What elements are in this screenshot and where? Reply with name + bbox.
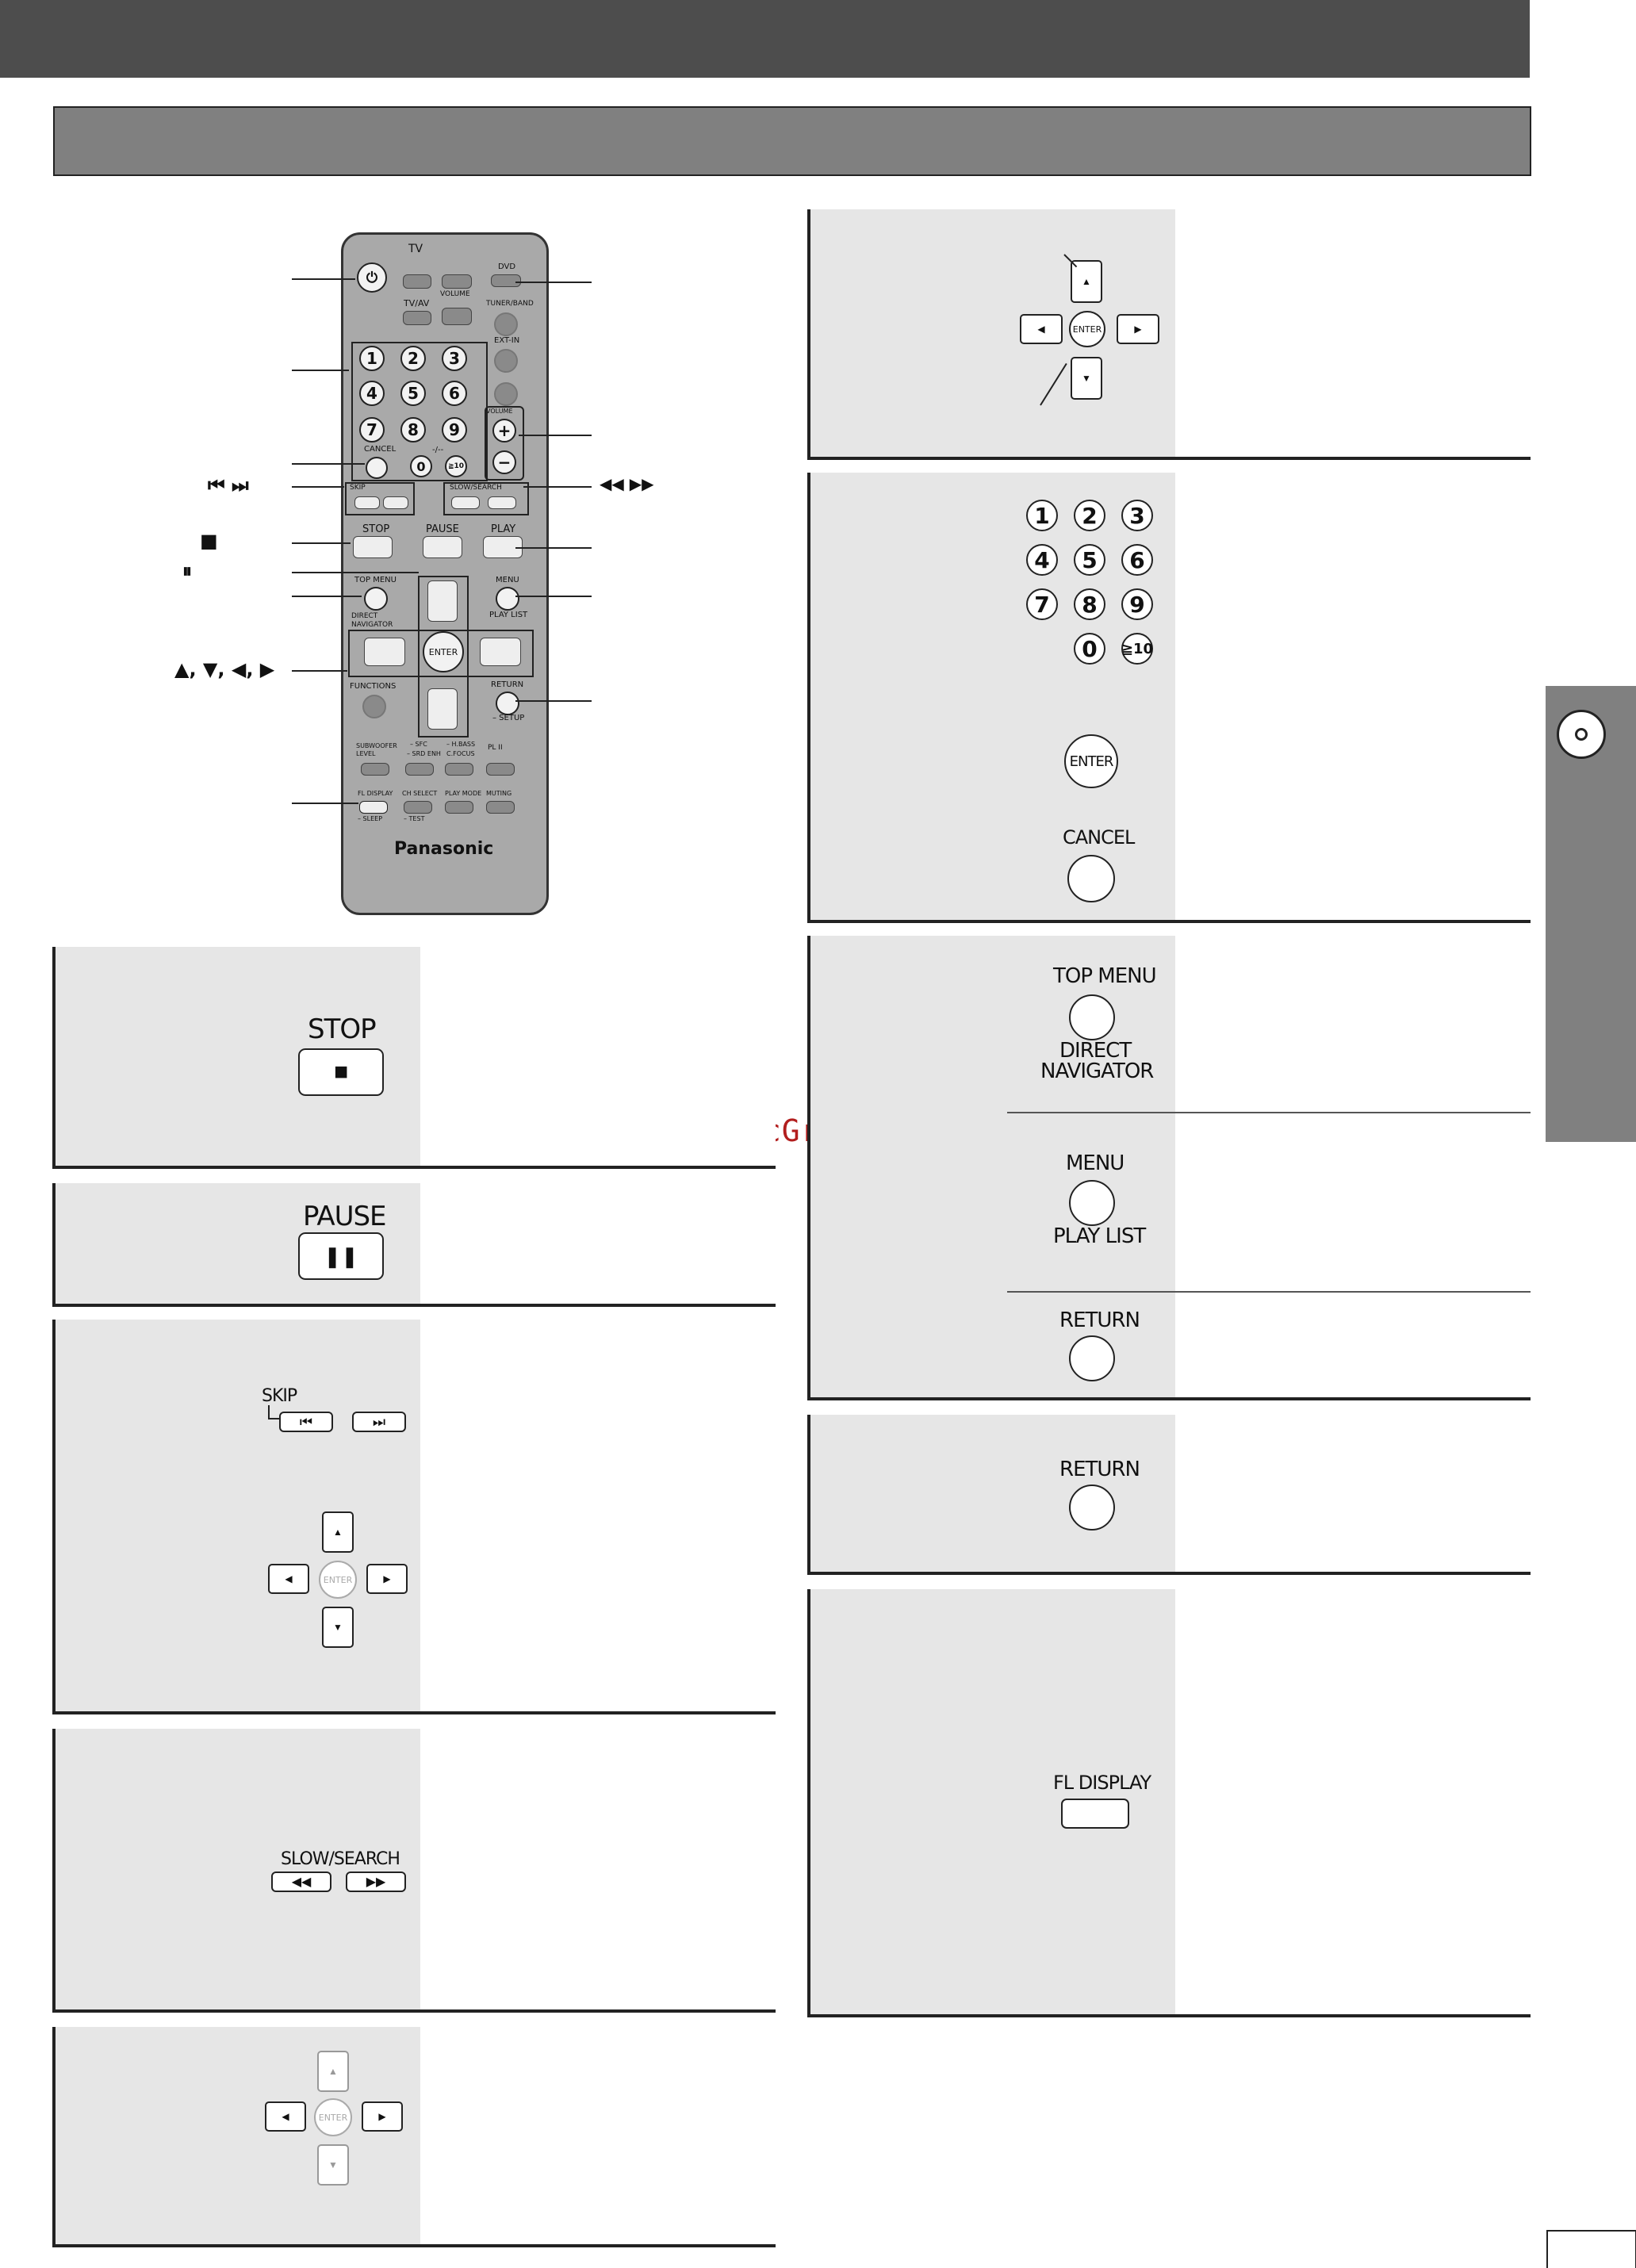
- top-menu-button[interactable]: [1069, 994, 1115, 1040]
- remote-tv-label: TV: [408, 243, 423, 255]
- power-button[interactable]: ⏻: [357, 262, 387, 293]
- callout-skip-symbols: ⏮ ⏭: [208, 474, 249, 496]
- stop-button[interactable]: ■: [298, 1048, 384, 1096]
- remote-up-button[interactable]: [427, 580, 458, 622]
- callout-play: [515, 547, 592, 549]
- cursor-down-arrow[interactable]: ▼: [1071, 357, 1102, 400]
- remote-down-button[interactable]: [427, 688, 458, 730]
- remote-srd-label: – SRD ENH: [407, 750, 441, 757]
- remote-hbass-label: – H.BASS: [446, 741, 476, 748]
- top-menu-label: TOP MENU: [1053, 964, 1156, 988]
- blank-button[interactable]: [494, 382, 518, 406]
- section-title-bar: [53, 106, 1531, 176]
- remote-stop-button[interactable]: [353, 536, 393, 558]
- callout-arrows: [292, 670, 347, 672]
- frame-down-arrow[interactable]: ▼: [317, 2144, 349, 2186]
- remote-brand: Panasonic: [394, 839, 494, 859]
- remote-skip-label: SKIP: [350, 484, 366, 492]
- numbers-enter-label: ENTER: [1069, 753, 1113, 770]
- play-list-label: PLAY LIST: [1053, 1224, 1146, 1248]
- remote-sleep-label: – SLEEP: [358, 815, 383, 822]
- frame-right-arrow[interactable]: ▶: [362, 2101, 403, 2132]
- remote-functions-label: FUNCTIONS: [350, 682, 397, 691]
- remote-ten-plus[interactable]: ≧10: [445, 455, 467, 477]
- page-number-box: [1546, 2230, 1636, 2268]
- skip-right-arrow[interactable]: ▶: [366, 1564, 408, 1594]
- frame-left-arrow[interactable]: ◀: [265, 2101, 306, 2132]
- remote-digit-9[interactable]: 9: [442, 417, 467, 442]
- digit-ten-plus[interactable]: ≧10: [1121, 633, 1153, 665]
- panel-frame: [52, 2027, 776, 2247]
- disc-icon: [1557, 710, 1606, 759]
- skip-next-button[interactable]: ⏭: [352, 1412, 406, 1432]
- remote-subwoofer-label: SUBWOOFER LEVEL: [356, 742, 397, 757]
- ext-in-button[interactable]: [494, 349, 518, 373]
- pause-button[interactable]: ❚❚: [298, 1232, 384, 1280]
- digit-0[interactable]: 0: [1074, 633, 1105, 665]
- remote-digit-0[interactable]: 0: [410, 455, 432, 477]
- digit-9[interactable]: 9: [1121, 588, 1153, 620]
- remote-play-label: PLAY: [491, 523, 516, 535]
- callout-cancel: [292, 463, 365, 465]
- remote-return-button[interactable]: [496, 692, 519, 715]
- direct-label: DIRECT: [1059, 1039, 1132, 1063]
- remote-pl2-label: PL II: [488, 744, 503, 752]
- remote-digit-3[interactable]: 3: [442, 346, 467, 371]
- remote-tvav-label: TV/AV: [404, 298, 430, 308]
- panel-slow-search: [52, 1729, 776, 2013]
- remote-tuner-label: TUNER/BAND: [486, 300, 534, 308]
- remote-ch-select-label: CH SELECT: [402, 790, 438, 797]
- callout-stop-symbol: ■: [200, 530, 218, 552]
- remote-dash-label: -/--: [432, 446, 444, 454]
- callout-pause-symbol: ⏸: [182, 560, 192, 582]
- remote-direct-navigator-label: DIRECT NAVIGATOR: [351, 612, 393, 629]
- callout-arrows-symbols: ▲, ▼, ◀, ▶: [174, 658, 275, 680]
- return-button-1[interactable]: [1069, 1335, 1115, 1381]
- remote-volume-label: VOLUME: [440, 290, 470, 298]
- callout-fldisplay: [292, 803, 358, 804]
- menu-label: MENU: [1066, 1151, 1125, 1175]
- remote-skip-next[interactable]: [383, 496, 408, 509]
- panel-return: [807, 1415, 1531, 1575]
- remote-dvd-label: DVD: [498, 262, 516, 271]
- panel-skip: [52, 1320, 776, 1714]
- callout-topmenu: [292, 596, 362, 597]
- remote-digit-7[interactable]: 7: [359, 417, 385, 442]
- digit-3[interactable]: 3: [1121, 500, 1153, 531]
- panel-menus: [807, 936, 1531, 1400]
- navigator-label: NAVIGATOR: [1040, 1059, 1154, 1083]
- fl-display-button[interactable]: [1061, 1799, 1129, 1829]
- remote-digit-8[interactable]: 8: [400, 417, 426, 442]
- remote-sfc-button[interactable]: [405, 763, 434, 776]
- cursor-enter-button[interactable]: ENTER: [1069, 311, 1105, 347]
- panel-pause: [52, 1183, 776, 1307]
- numbers-enter-button[interactable]: [1064, 734, 1118, 788]
- header-bar: [0, 0, 1530, 78]
- cursor-left-arrow[interactable]: ◀: [1020, 314, 1063, 344]
- remote-fast-forward[interactable]: [488, 496, 516, 509]
- cursor-up-arrow[interactable]: ▲: [1071, 260, 1102, 303]
- frame-up-arrow[interactable]: ▲: [317, 2051, 349, 2092]
- remote-sfc-label: – SFC: [410, 741, 427, 748]
- digit-8[interactable]: 8: [1074, 588, 1105, 620]
- remote-pl2-button[interactable]: [486, 763, 515, 776]
- fast-forward-button[interactable]: ▶▶: [346, 1871, 406, 1892]
- panel-stop: [52, 947, 776, 1169]
- remote-stop-label: STOP: [362, 523, 390, 535]
- callout-search: [523, 486, 592, 488]
- panel-cursor: [807, 209, 1531, 460]
- remote-extin-label: EXT-IN: [494, 336, 520, 345]
- remote-subwoofer-button[interactable]: [361, 763, 389, 776]
- skip-left-arrow[interactable]: ◀: [268, 1564, 309, 1594]
- skip-enter-button[interactable]: ENTER: [319, 1561, 357, 1599]
- remote-hbass-button[interactable]: [445, 763, 473, 776]
- digit-1[interactable]: 1: [1026, 500, 1058, 531]
- remote-left-button[interactable]: [364, 638, 405, 666]
- stop-label: STOP: [308, 1013, 376, 1045]
- panel-fl-display: [807, 1589, 1531, 2017]
- menu-button[interactable]: [1069, 1180, 1115, 1226]
- remote-rewind[interactable]: [451, 496, 480, 509]
- digit-6[interactable]: 6: [1121, 544, 1153, 576]
- rewind-button[interactable]: ◀◀: [271, 1871, 331, 1892]
- remote-return-label: RETURN: [491, 680, 524, 689]
- remote-setup-label: – SETUP: [492, 714, 525, 722]
- callout-stop: [292, 542, 351, 544]
- skip-prev-button[interactable]: ⏮: [279, 1412, 333, 1432]
- digit-5[interactable]: 5: [1074, 544, 1105, 576]
- callout-skip: [292, 486, 344, 488]
- remote-ch-select-button[interactable]: [404, 801, 432, 814]
- remote-fl-display-label: FL DISPLAY: [358, 790, 393, 797]
- slow-search-label: SLOW/SEARCH: [281, 1849, 400, 1869]
- callout-numbers: [292, 370, 349, 371]
- tv-volume-down-button[interactable]: [442, 308, 472, 325]
- cursor-right-arrow[interactable]: ▶: [1117, 314, 1159, 344]
- remote-digit-2[interactable]: 2: [400, 346, 426, 371]
- return-button-2[interactable]: [1069, 1485, 1115, 1531]
- tv-av-button[interactable]: [403, 311, 431, 325]
- remote-digit-5[interactable]: 5: [400, 381, 426, 406]
- pause-label: PAUSE: [303, 1201, 386, 1232]
- volume-up-button[interactable]: +: [492, 419, 516, 442]
- remote-skip-prev[interactable]: [354, 496, 380, 509]
- menus-divider-1: [1007, 1112, 1531, 1113]
- callout-dvd: [515, 282, 592, 283]
- dvd-button[interactable]: [491, 274, 521, 287]
- remote-play-list-label: PLAY LIST: [489, 611, 528, 619]
- digit-4[interactable]: 4: [1026, 544, 1058, 576]
- remote-digit-6[interactable]: 6: [442, 381, 467, 406]
- remote-cfocus-label: C.FOCUS: [446, 750, 475, 757]
- remote-digit-4[interactable]: 4: [359, 381, 385, 406]
- cancel-label: CANCEL: [1063, 826, 1135, 849]
- return-label-2: RETURN: [1059, 1458, 1140, 1481]
- tuner-button[interactable]: [494, 312, 518, 336]
- digit-2[interactable]: 2: [1074, 500, 1105, 531]
- skip-up-arrow[interactable]: ▲: [322, 1511, 354, 1553]
- tv-volume-up-button[interactable]: [442, 274, 472, 289]
- remote-muting-button[interactable]: [486, 801, 515, 814]
- remote-enter-button[interactable]: ENTER: [423, 631, 464, 672]
- skip-down-arrow[interactable]: ▼: [322, 1607, 354, 1648]
- callout-menu: [515, 596, 592, 597]
- remote-play-mode-button[interactable]: [445, 801, 473, 814]
- remote-slow-search-label: SLOW/SEARCH: [450, 484, 502, 492]
- remote-play-mode-label: PLAY MODE: [445, 790, 482, 797]
- return-label-1: RETURN: [1059, 1308, 1140, 1332]
- remote-functions-button[interactable]: [362, 695, 386, 718]
- remote-fl-display-button[interactable]: [359, 801, 388, 814]
- remote-digit-1[interactable]: 1: [359, 346, 385, 371]
- tv-power-button[interactable]: [403, 274, 431, 289]
- remote-cancel-button[interactable]: [366, 457, 388, 479]
- remote-pause-button[interactable]: [423, 536, 462, 558]
- remote-cancel-label: CANCEL: [364, 445, 397, 454]
- remote-top-menu-label: TOP MENU: [354, 576, 397, 584]
- remote-top-menu-button[interactable]: [364, 587, 388, 611]
- callout-search-symbols: ◀◀ ▶▶: [600, 474, 654, 493]
- callout-volume: [519, 435, 592, 436]
- remote-test-label: – TEST: [404, 815, 425, 822]
- remote-volume-label-2: VOLUME: [486, 408, 513, 415]
- callout-pause: [292, 572, 419, 573]
- callout-power: [292, 278, 355, 280]
- cancel-button[interactable]: [1067, 855, 1115, 902]
- skip-label: SKIP: [262, 1386, 297, 1406]
- remote-muting-label: MUTING: [486, 790, 512, 797]
- remote-menu-label: MENU: [496, 576, 519, 584]
- panel-numbers: [807, 473, 1531, 923]
- frame-enter-button[interactable]: ENTER: [314, 2098, 352, 2136]
- remote-pause-label: PAUSE: [426, 523, 459, 535]
- remote-menu-button[interactable]: [496, 587, 519, 611]
- remote-right-button[interactable]: [480, 638, 521, 666]
- fl-display-label: FL DISPLAY: [1053, 1772, 1151, 1794]
- digit-7[interactable]: 7: [1026, 588, 1058, 620]
- menus-divider-2: [1007, 1291, 1531, 1293]
- volume-down-button[interactable]: −: [492, 450, 516, 474]
- callout-return: [515, 700, 592, 702]
- remote-control: [341, 232, 549, 915]
